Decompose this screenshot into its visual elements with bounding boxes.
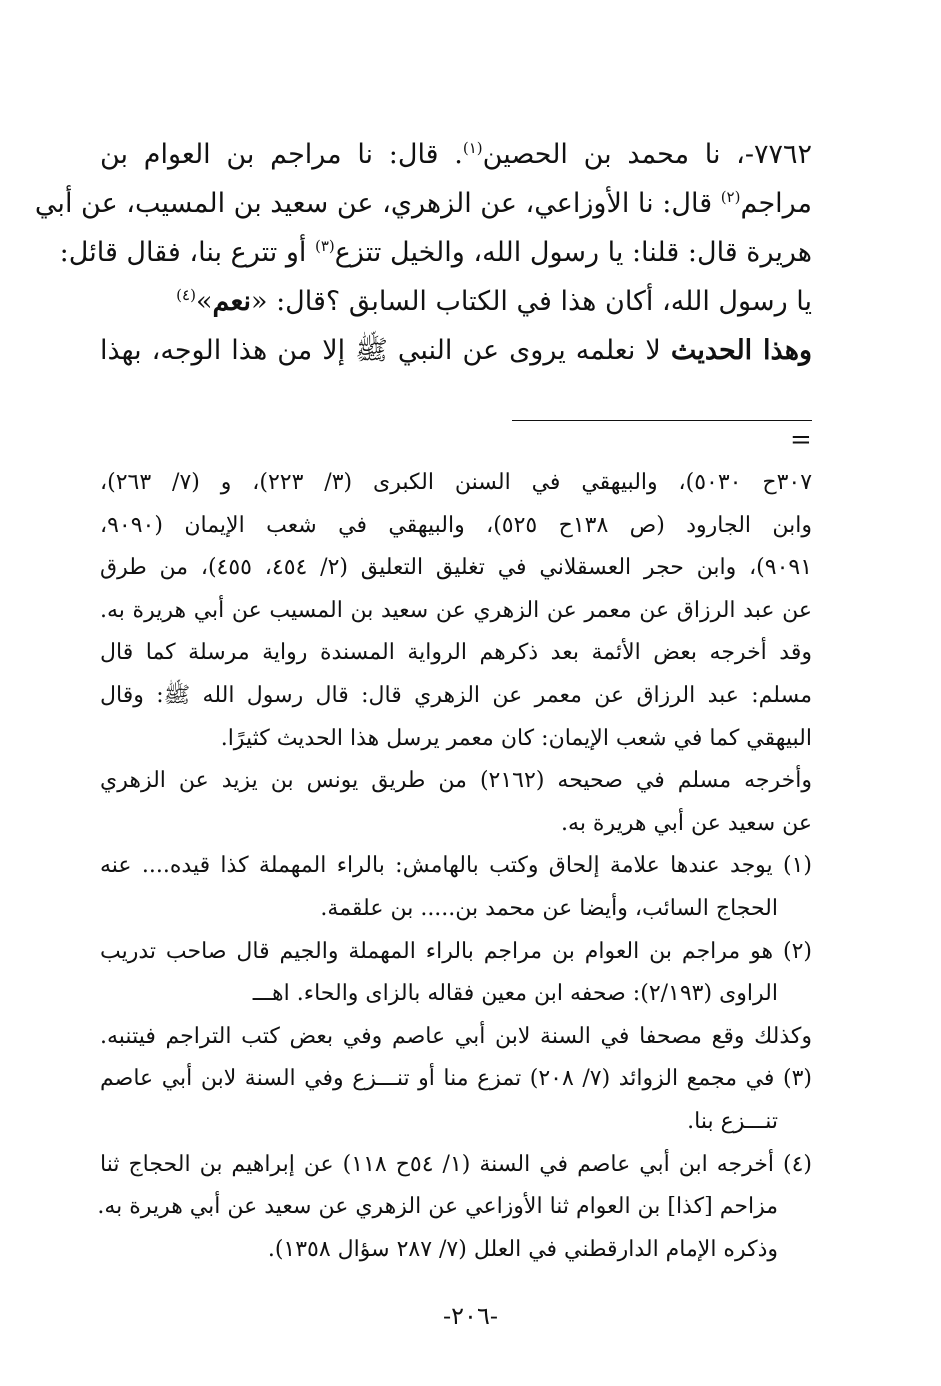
text-span: أو تترع بنا، فقال قائل: [59,237,315,268]
text-span: لا نعلمه يروى عن النبي ﷺ إلا من هذا الوجه، بهذا [100,335,671,366]
note-cont-line: ٩٠٩١)، وابن حجر العسقلاني في تغليق التعليق (٢/ ٤٥٤، ٤٥٥)، من طرق [100,555,813,581]
note-cont-line: وقد أخرجه بعض الأئمة بعد ذكرهم الرواية المسندة رواية مرسلة كما قال [100,640,812,666]
footnote-1-line: الحجاج السائب، وأيضا عن محمد بن..... بن علقمة. [320,895,778,921]
note-cont-line: عن سعيد عن أبي هريرة به. [561,810,812,836]
note-cont-line: البيهقي كما في شعب الإيمان: كان معمر يرسل هذا الحديث كثيرًا. [220,725,812,751]
note-cont-line: مسلم: عبد الرزاق عن معمر عن الزهري قال: قال رسول الله ﷺ: وقال [100,682,812,708]
footnote-1-line: (١) يوجد عندها علامة إلحاق وكتب بالهامش: بالراء المهملة كذا قيده.... عنه [100,853,812,879]
bold-text: وهذا الحديث [670,335,812,366]
footnote-separator [512,420,812,421]
footnote-3-line: تنـــزع بنا. [687,1108,778,1134]
text-span: هريرة قال: قلنا: يا رسول الله، والخيل تتزع [334,237,812,268]
footnote-ref-3: (٣) [314,237,335,255]
page-number: -٢٠٦- [443,1302,498,1330]
text-span: يا رسول الله، أكان هذا في الكتاب السابق ؟قال: « [250,286,812,317]
main-line-4 [100,277,812,326]
text-span: » [195,286,213,317]
text-span: ٧٧٦٢-، نا محمد بن الحصين [482,139,813,170]
footnote-4-line: وذكره الإمام الدارقطني في العلل (٧/ ٢٨٧ سؤال ١٣٥٨). [267,1236,778,1262]
text-span: مراجم [740,188,812,219]
main-line-3 [59,228,812,277]
text-span: قال: نا الأوزاعي، عن الزهري، عن سعيد بن المسيب، عن أبي [34,188,721,219]
main-line-2 [34,179,812,228]
footnote-2-line: وكذلك وقع مصحفا في السنة لابن أبي عاصم وفي بعض كتب التراجم فيتنبه. [100,1023,812,1049]
continuation-marker: = [790,425,812,455]
footnote-4-line: مزاحم [كذا] بن العوام ثنا الأوزاعي عن الزهري عن سعيد عن أبي هريرة به. [97,1194,778,1220]
footnote-2-line: (٢) هو مراجم بن العوام بن مراجم بالراء المهملة والجيم قال صاحب تدريب [100,938,812,964]
main-text [34,130,813,375]
footnote-3-line: (٣) في مجمع الزوائد (٧/ ٢٠٨) تمزع منا أو تنـــزع وفي السنة لابن أبي عاصم [100,1066,812,1092]
footnote-ref-2: (٢) [720,188,741,206]
footnote-ref-1: (١) [462,139,483,157]
footnote-4-line: (٤) أخرجه ابن أبي عاصم في السنة (١/ ٥٤ح ١١٨) عن إبراهيم بن الحجاج ثنا [100,1151,812,1177]
note-cont-line: عن عبد الرزاق عن معمر عن الزهري عن سعيد بن المسيب عن أبي هريرة به. [100,597,812,623]
main-line-1 [100,130,812,179]
note-cont-line: وابن الجارود (ص ١٣٨ح ٥٢٥)، والبيهقي في شعب الإيمان (٩٠٩٠، [100,512,812,538]
text-span: . قال: نا مراجم بن العوام بن [100,139,463,170]
bold-text: نعم [212,286,251,317]
footnote-ref-4: (٤) [176,286,196,304]
main-line-5 [100,326,812,375]
footnote-2-line: الراوى (٢/١٩٣): صحفه ابن معين فقاله بالزاى والحاء. اهـــ [252,981,778,1007]
footnotes [97,462,813,1271]
note-cont-line: ٣٠٧ح ٥٠٣٠)، والبيهقي في السنن الكبرى (٣/ ٢٢٣)، و (٧/ ٢٦٣)، [100,470,813,495]
note-cont-line: وأخرجه مسلم في صحيحه (٢١٦٢) من طريق يونس بن يزيد عن الزهري [100,768,812,794]
